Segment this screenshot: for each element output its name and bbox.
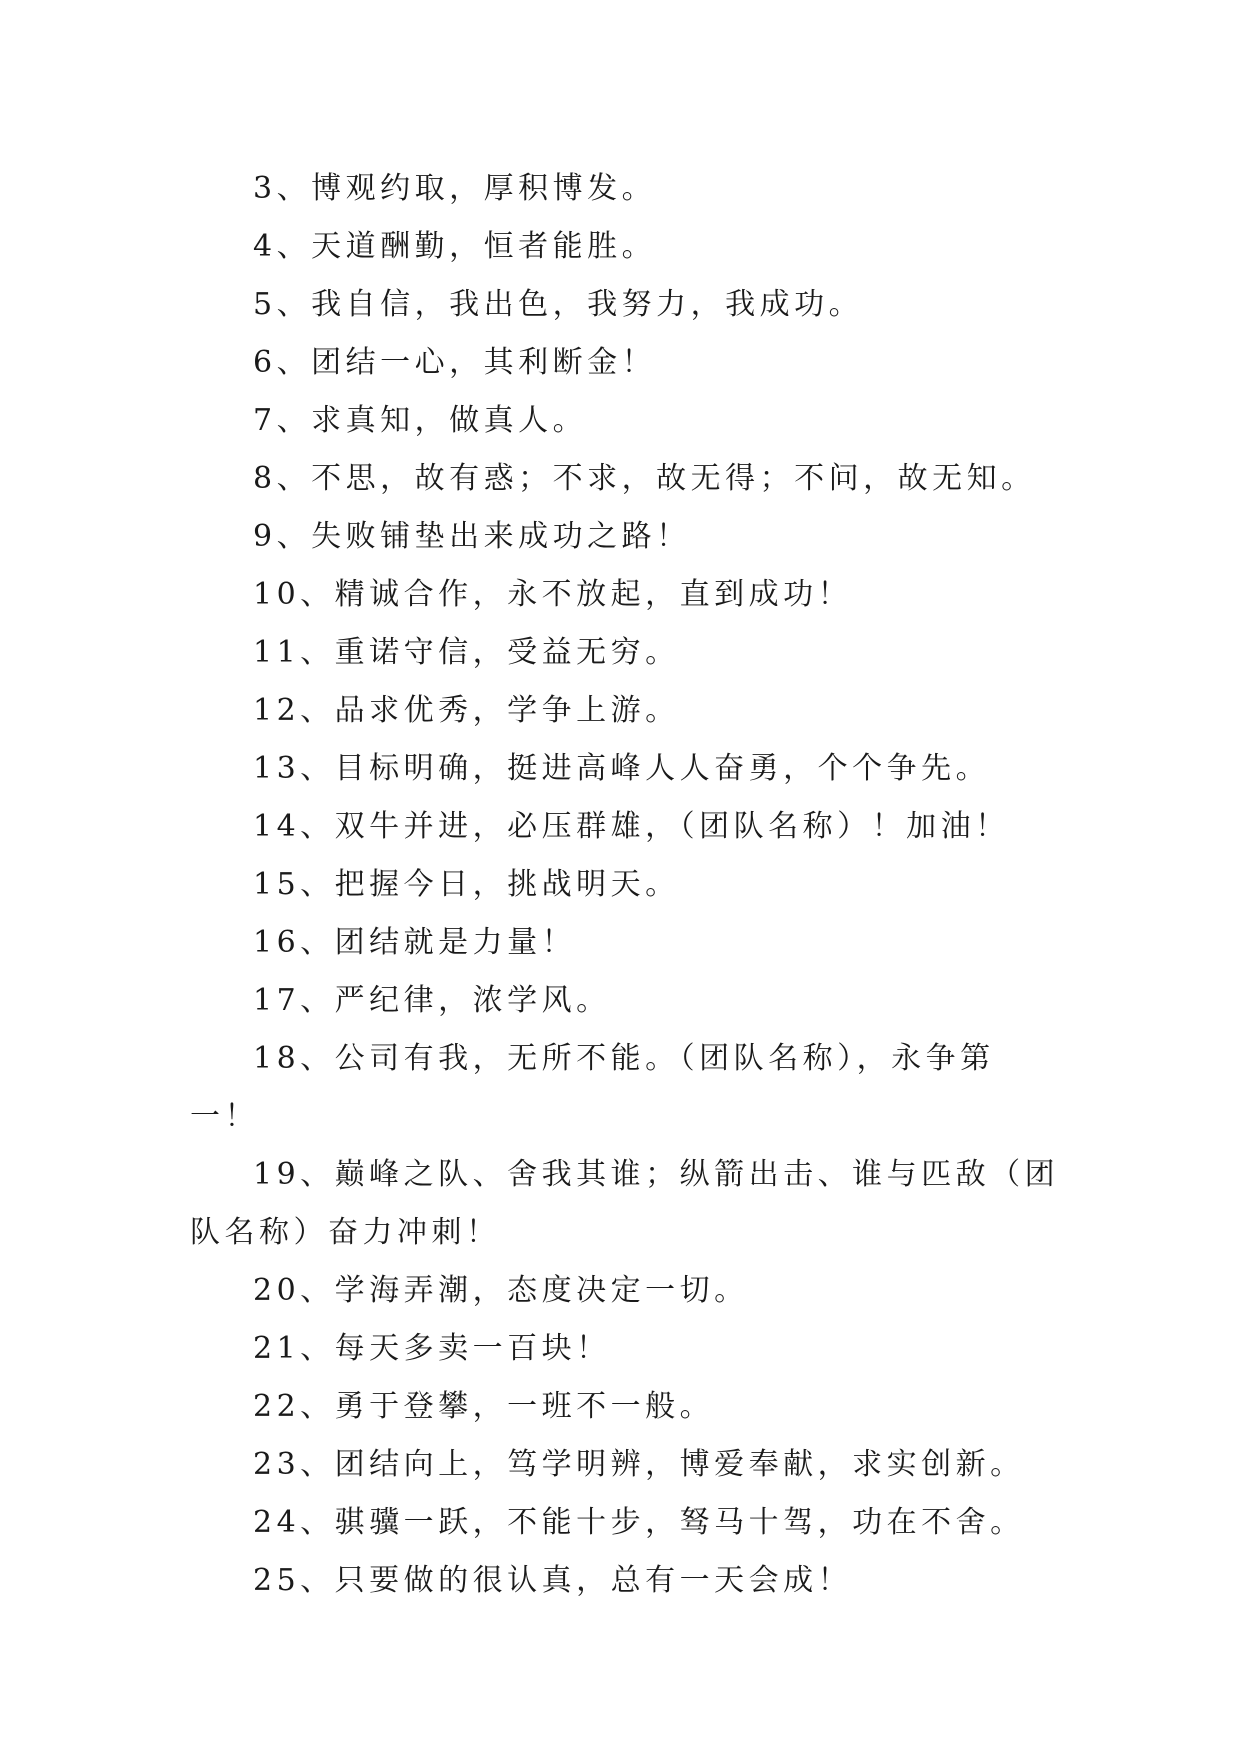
list-item: 8、不思，故有惑；不求，故无得；不问，故无知。 xyxy=(253,461,1036,496)
list-item: 17、严纪律，浓学风。 xyxy=(253,983,611,1018)
list-item: 13、目标明确，挺进高峰人人奋勇，个个争先。 xyxy=(253,751,991,786)
list-item: 3、博观约取，厚积博发。 xyxy=(253,171,657,206)
list-item: 21、每天多卖一百块！ xyxy=(253,1331,611,1366)
list-item: 6、团结一心，其利断金！ xyxy=(253,345,657,380)
list-item: 9、失败铺垫出来成功之路！ xyxy=(253,519,691,554)
list-item: 24、骐骥一跃，不能十步，驽马十驾，功在不舍。 xyxy=(253,1505,1025,1540)
list-item: 18、公司有我，无所不能。（团队名称），永争第一！ xyxy=(190,1041,995,1134)
list-item: 23、团结向上，笃学明辨，博爱奉献，求实创新。 xyxy=(253,1447,1025,1482)
list-item: 25、只要做的很认真，总有一天会成！ xyxy=(253,1563,853,1598)
list-item: 7、求真知，做真人。 xyxy=(253,403,588,438)
list-item: 10、精诚合作，永不放起，直到成功！ xyxy=(253,577,853,612)
list-item: 4、天道酬勤，恒者能胜。 xyxy=(253,229,657,264)
list-item: 20、学海弄潮，态度决定一切。 xyxy=(253,1273,749,1308)
list-item: 5、我自信，我出色，我努力，我成功。 xyxy=(253,287,864,322)
list-item: 15、把握今日，挑战明天。 xyxy=(253,867,680,902)
list-item: 11、重诺守信，受益无穷。 xyxy=(253,635,680,670)
list-item: 22、勇于登攀，一班不一般。 xyxy=(253,1389,715,1424)
list-item: 12、品求优秀，学争上游。 xyxy=(253,693,680,728)
list-item: 16、团结就是力量！ xyxy=(253,925,577,960)
list-item: 19、巅峰之队、舍我其谁；纵箭出击、谁与匹敌（团队名称）奋力冲刺！ xyxy=(190,1157,1060,1250)
list-item: 14、双牛并进，必压群雄，（团队名称）！加油！ xyxy=(253,809,1010,844)
document-body xyxy=(190,160,1060,1610)
